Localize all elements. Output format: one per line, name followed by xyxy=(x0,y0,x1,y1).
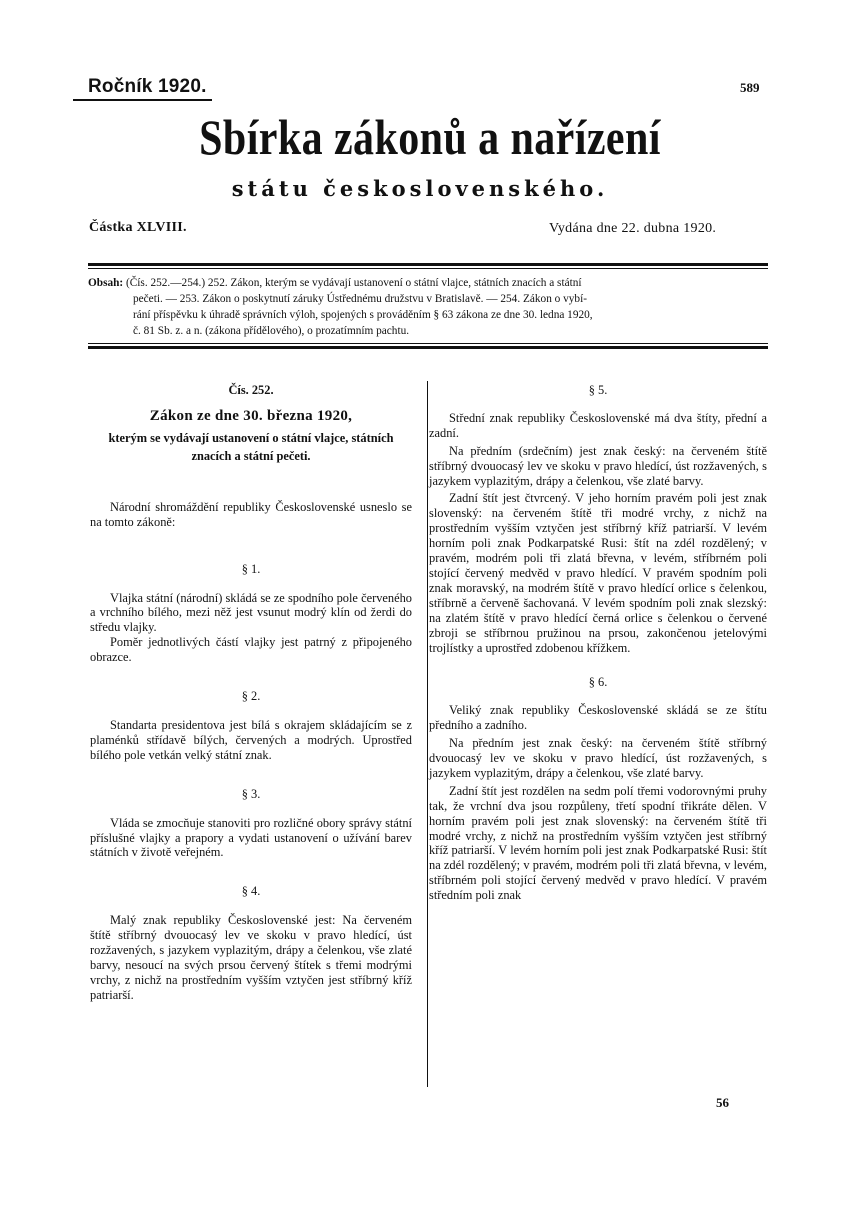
section-5-para: Na předním (srdečním) jest znak český: na červeném štítě stříbrný dvouocasý lev ve skoku v pravo hledící, úst rozžavených, s jazykem vyplazitým, drápy a čelenkou, vše zlaté barvy. xyxy=(429,443,767,488)
section-1-para: Poměr jednotlivých částí vlajky jest patrný z připojeného obrazce. xyxy=(90,635,412,665)
divider-bottom-thick xyxy=(88,346,768,349)
section-heading-4: § 4. xyxy=(241,884,261,899)
section-6-para: Zadní štít jest rozdělen na sedm polí třemi vodorovnými pruhy tak, že vrchní dva jsou rozpůleny, třetí spodní třikráte dělen. V horním pravém poli jest znak slovenský: na červeném štítě tři modré vrchy, z nichž na prostředním vyšším vztyčen jest stříbrný kříž patriarší. V levém horním poli jest znak Podkarpatské Rusi: štít na zdél rozdělený; v pravém, modrém poli tři zlatá břevna, v levém, stříbrném poli stojící červený medvěd v pravo hledící. V pravém středním poli znak xyxy=(429,783,767,903)
contents-label: Obsah: xyxy=(88,277,124,289)
preamble: Národní shromáždění republiky Československé usneslo se na tomto zákoně: xyxy=(90,499,412,529)
section-heading-3: § 3. xyxy=(241,786,261,801)
section-6-para: Na předním jest znak český: na červeném štítě stříbrný dvouocasý lev ve skoku v pravo hledící, úst rozžavených, s jazykem vyplazitým, drápy a čelenkou, vše zlaté barvy. xyxy=(429,736,767,780)
section-heading-1: § 1. xyxy=(241,561,261,576)
section-5-para: Střední znak republiky Československé má dva štíty, přední a zadní. xyxy=(429,410,767,440)
section-heading-5: § 5. xyxy=(588,383,608,397)
law-title: Zákon ze dne 30. března 1920, xyxy=(149,407,353,424)
contents-line: č. 81 Sb. z. a n. (zákona přídělového), o prozatímním pachtu. xyxy=(133,325,410,337)
law-subtitle: kterým se vydávají ustanovení o státní vlajce, státních znacích a státní pečeti. xyxy=(108,430,394,463)
section-5-para: Zadní štít jest čtvrcený. V jeho horním pravém poli jest znak slovenský: na červeném štítě tři modré vrchy, z nichž na prostředním vyšším vztyčen jest stříbrný kříž patriarší. V levém horním poli znak Podkarpatské Rusi: štít na zdél rozdělený; v pravém, modrém poli tři zlatá břevna, v levém, stříbrném poli stojící červený medvěd v pravo hledící. V pravém spodním poli znak moravský, na modrém štítě v pravo hledící orlice s čelenkou, stříbrně a červeně šachovaná. V levém spodním poli znak slezský: na zlatém štítě v pravo hledící černá orlice s čelenkou o červené zbroji se stříbrnou pružinou na prsou, zakončenou jetelovými trojlístky a uprostřed zdobenou křížkem. xyxy=(429,491,767,655)
divider-top-thin xyxy=(88,268,768,269)
right-column xyxy=(429,382,767,903)
divider-bottom-thin xyxy=(88,343,768,344)
sheet-number: 56 xyxy=(716,1095,729,1110)
contents-block xyxy=(88,275,768,339)
section-heading-6: § 6. xyxy=(588,675,608,690)
section-2-para: Standarta presidentova jest bílá s okrajem skládajícím se z plaménků střídavě bílých, červených a modrých. Uprostřed bílého pole vetkán velký státní znak. xyxy=(90,717,412,762)
volume-label: Ročník 1920. xyxy=(88,76,207,97)
volume-underline xyxy=(73,99,212,101)
left-column xyxy=(90,382,412,1003)
section-heading-2: § 2. xyxy=(241,689,261,704)
issue-part: Částka XLVIII. xyxy=(89,220,187,235)
divider-top-thick xyxy=(88,263,768,266)
section-3-para: Vláda se zmocňuje stanoviti pro rozličné obory správy státní příslušné vlajky a prapory a vydati ustanovení o užívání barev státních v životě veřejném. xyxy=(90,815,412,860)
column-divider xyxy=(427,381,428,1087)
contents-line: Obsah: (Čís. 252.—254.) 252. Zákon, kterým se vydávají ustanovení o státní vlajce, státních znacích a státní xyxy=(88,277,582,289)
contents-line: pečeti. — 253. Zákon o poskytnutí záruky Ústřednému družstvu v Bratislavě. — 254. Zákon o vybí- xyxy=(133,293,587,305)
section-1-para: Vlajka státní (národní) skládá se ze spodního pole červeného a vrchního bílého, mezi něž jest vsunut modrý klín od žerdi do středu vlajky. xyxy=(90,590,412,635)
section-6-para: Veliký znak republiky Československé skládá se ze štítu předního a zadního. xyxy=(429,703,767,733)
law-number: Čís. 252. xyxy=(228,383,274,397)
section-4-para: Malý znak republiky Československé jest: Na červeném štítě stříbrný dvouocasý lev ve skoku v pravo hledící, úst rozžavených, s jazykem vyplazitým, drápy a čelenkou, vše zlaté barvy, nesoucí na svých prsou červený štítek s třemi modrými vrchy, z nichž na prostředním vyšším vztyčen jest stříbrný kříž patriarší. xyxy=(90,913,412,1002)
gazette-title: Sbírka zákonů a nařízení xyxy=(199,109,661,165)
page-number: 589 xyxy=(740,80,760,95)
gazette-subtitle: státu československého. xyxy=(231,176,609,201)
issue-date: Vydána dne 22. dubna 1920. xyxy=(549,221,717,236)
contents-line: rání příspěvku k úhradě správních výloh, spojených s prováděním § 63 zákona ze dne 30. ledna 1920, xyxy=(133,309,593,321)
